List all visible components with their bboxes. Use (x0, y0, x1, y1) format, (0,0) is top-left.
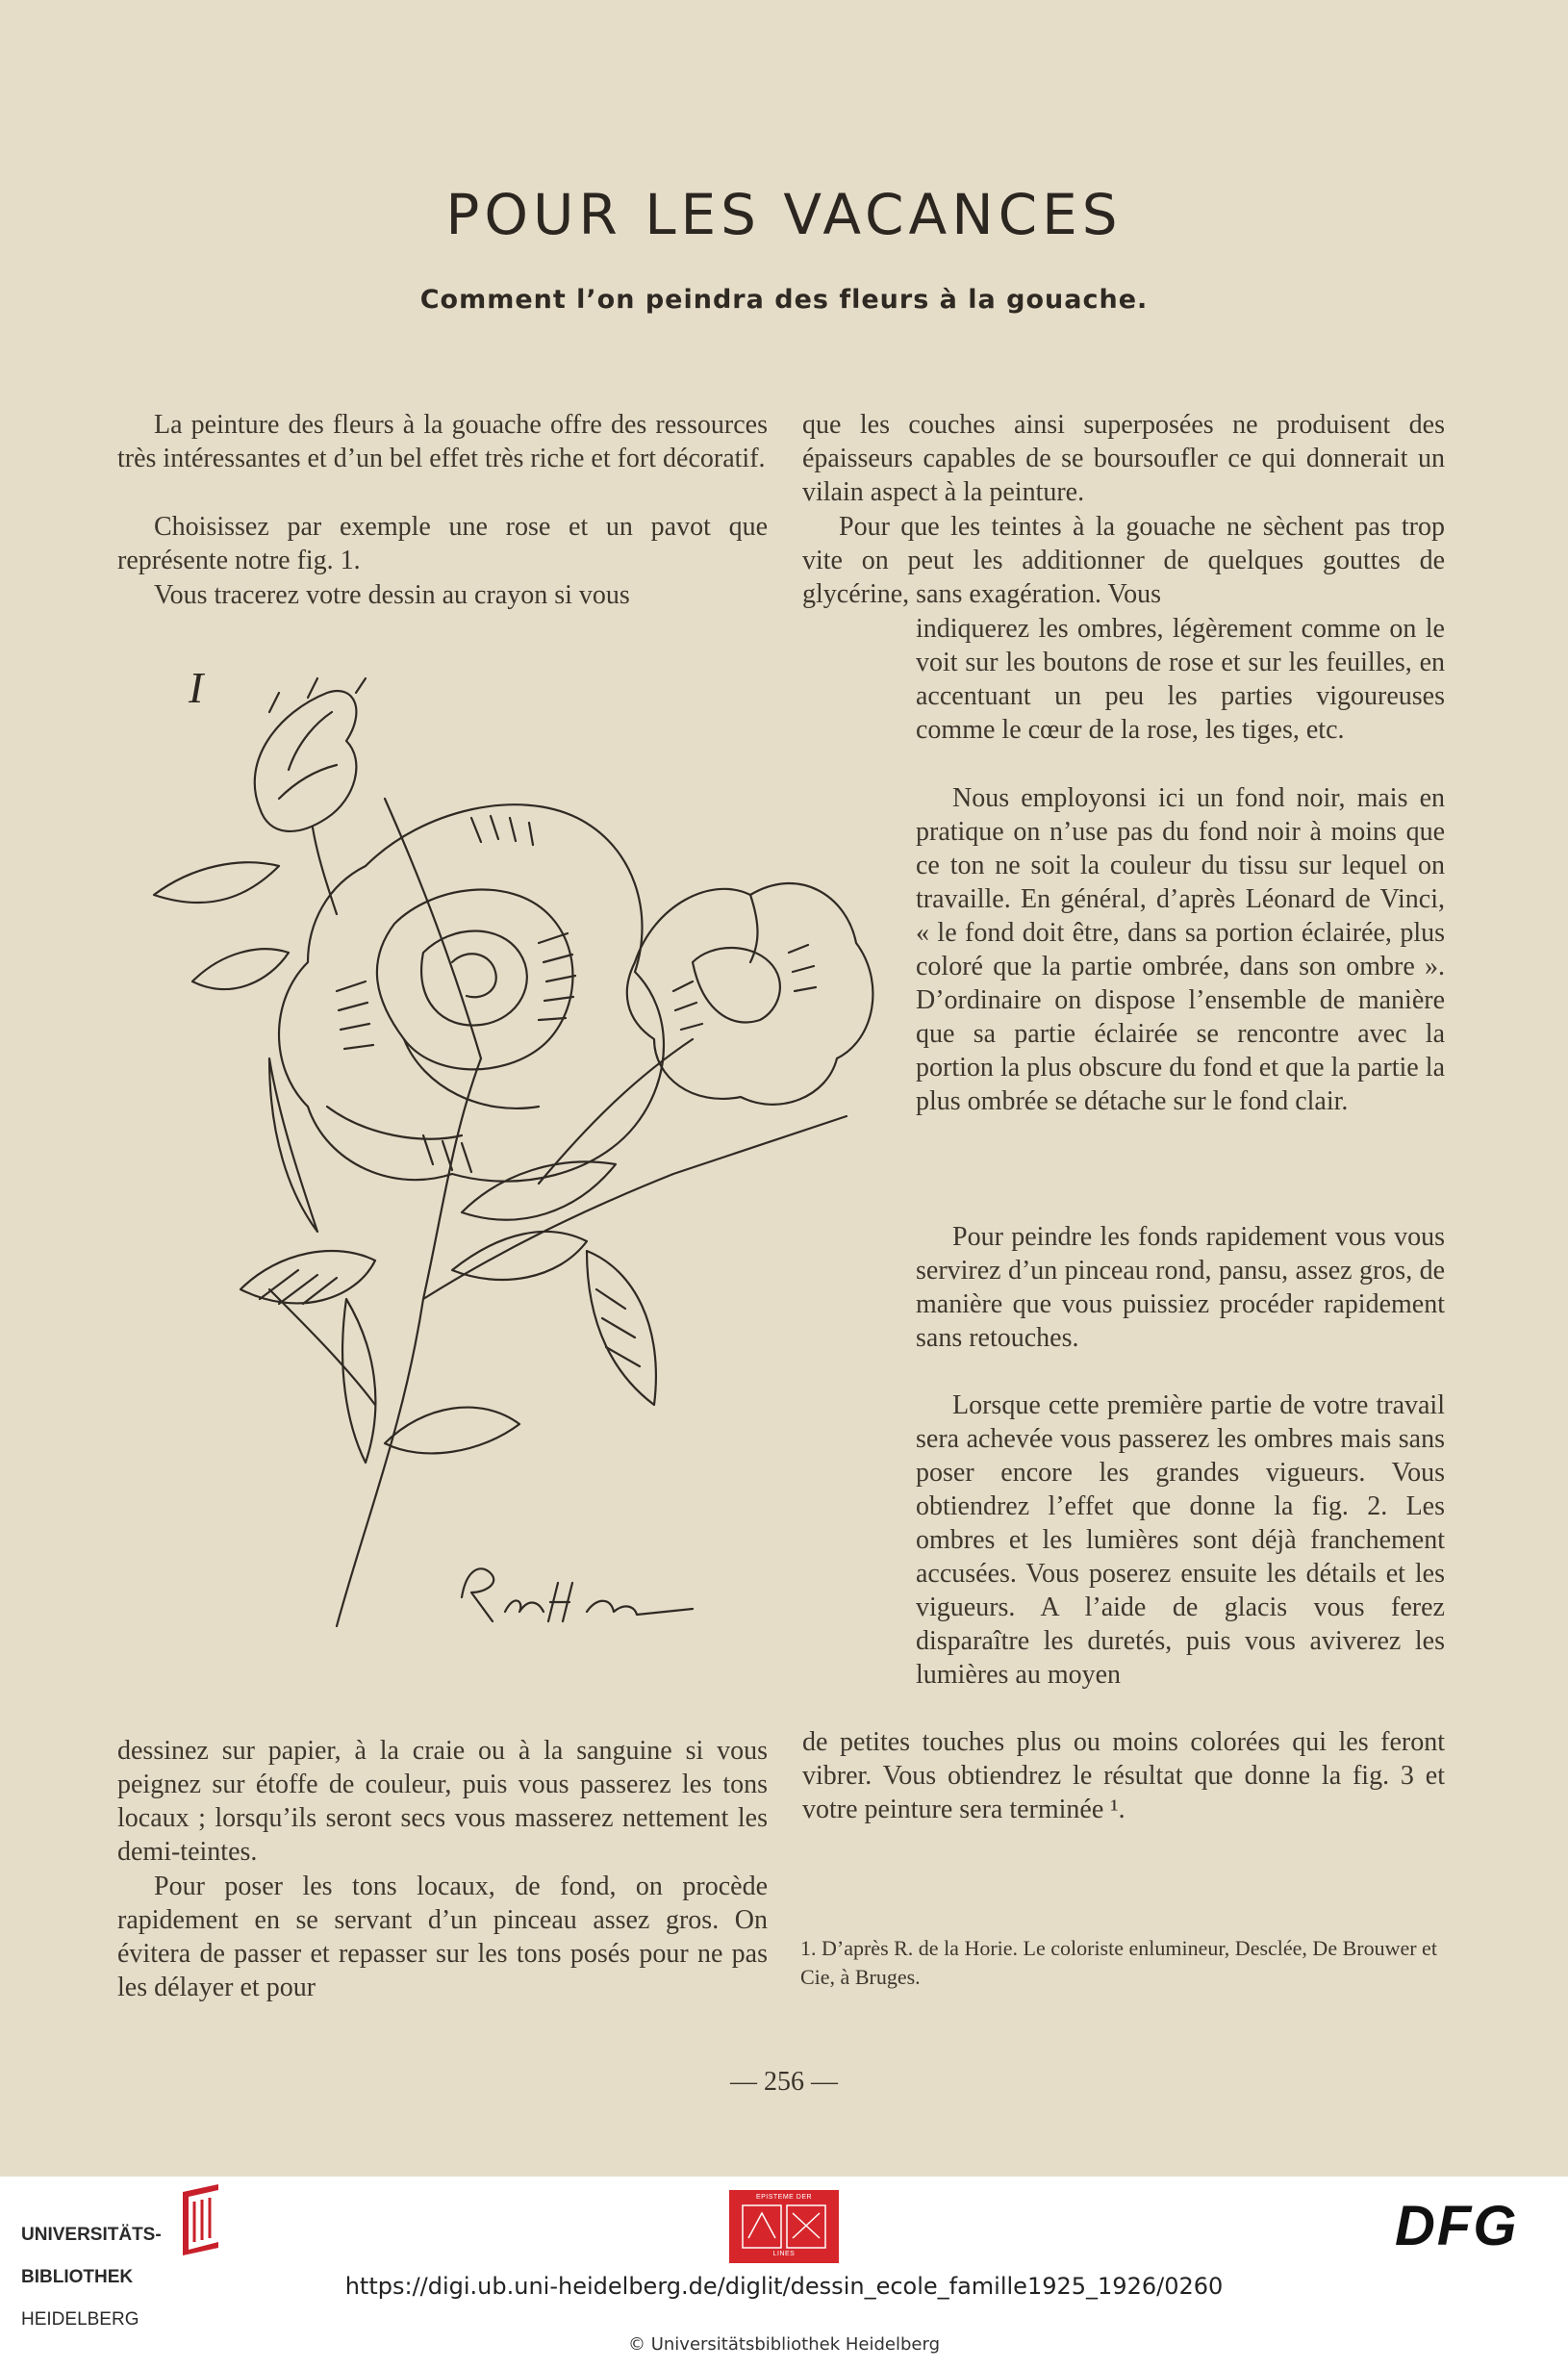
dfg-logo[interactable]: DFG (1395, 2195, 1519, 2257)
episteme-logo[interactable] (729, 2190, 839, 2263)
page-number: — 256 — (730, 2067, 838, 2097)
library-line: UNIVERSITÄTS- (21, 2225, 162, 2245)
episteme-bottom-label: LINES (772, 2251, 796, 2257)
paragraph: Nous employonsi ici un fond noir, mais en pratique on n’use pas du fond noir à moins que ce ton ne soit la couleur du tissu sur lequel on travaille. En général, d’après Léonard de Vinci, « le fond doit être, dans sa portion éclairée, plus coloré que la partie ombrée, dans son ombre ». D’ordinaire on dispose l’ensemble de manière que sa partie éclairée se rencontre avec la portion la plus obscure du fond et que la partie la plus ombrée se détache sur le fond clair. (916, 783, 1445, 1116)
paragraph: dessinez sur papier, à la craie ou à la sanguine si vous peignez sur étoffe de couleur, puis vous passerez les tons locaux ; lorsqu’ils seront secs vous masserez nettement les demi-teintes. (117, 1736, 768, 1867)
episteme-top-label: EPISTEME DER (755, 2194, 813, 2201)
paragraph: Pour peindre les fonds rapidement vous vous servirez d’un pinceau rond, pansu, assez gros, de manière que vous puissiez procéder rapidement sans retouches. (916, 1222, 1445, 1353)
paragraph: Pour poser les tons locaux, de fond, on procède rapidement en se servant d’un pinceau assez gros. On évitera de passer et repasser sur les tons posés pour ne pas les délayer et pour (117, 1872, 768, 2002)
page-subtitle: Comment l’on peindra des fleurs à la gouache. (419, 285, 1149, 315)
paragraph: La peinture des fleurs à la gouache offre des ressources très intéressantes et d’un bel effet très riche et fort décoratif. (117, 410, 768, 473)
page-title: POUR LES VACANCES (445, 181, 1123, 247)
rose-illustration (135, 674, 885, 1674)
footnote: 1. D’après R. de la Horie. Le coloriste enlumineur, Desclée, De Brouwer et Cie, à Bruges. (800, 1936, 1437, 1989)
paragraph: Lorsque cette première partie de votre travail sera achevée vous passerez les ombres mais sans poser encore les grandes vigueurs. Vous obtiendrez l’effet que donne la fig. 2. Les ombres et les lumières sont déjà franchement accusées. Vous poserez ensuite les détails et les vigueurs. A l’aide de glacis vous ferez disparaître les duretés, puis vous aviverez les lumières au moyen (916, 1390, 1445, 1690)
figure-number: I (189, 663, 204, 712)
paragraph: Pour que les teintes à la gouache ne sèchent pas trop vite on peut les additionner de quelques gouttes de glycérine, sans exagération. Vous (802, 512, 1445, 609)
paragraph: que les couches ainsi superposées ne produisent des épaisseurs capables de se boursoufler ce qui donnerait un vilain aspect à la peinture. (802, 410, 1445, 507)
paragraph: Choisissez par exemple une rose et un pavot que représente notre fig. 1. (117, 512, 768, 575)
source-url-link[interactable]: https://digi.ub.uni-heidelberg.de/diglit/dessin_ecole_famille1925_1926/0260 (344, 2273, 1224, 2300)
copyright-notice: © Universitätsbibliothek Heidelberg (627, 2334, 940, 2355)
paragraph: Vous tracerez votre dessin au crayon si vous (154, 580, 630, 610)
paragraph: de petites touches plus ou moins colorées qui les feront vibrer. Vous obtiendrez le résultat que donne la fig. 3 et votre peinture sera terminée ¹. (802, 1727, 1445, 1824)
paragraph: indiquerez les ombres, légèrement comme on le voit sur les boutons de rose et sur les feuilles, en accentuant un peu les parties vigoureuses comme le cœur de la rose, les tiges, etc. (916, 614, 1445, 745)
library-line: BIBLIOTHEK (21, 2267, 134, 2287)
library-line: HEIDELBERG (21, 2309, 139, 2330)
